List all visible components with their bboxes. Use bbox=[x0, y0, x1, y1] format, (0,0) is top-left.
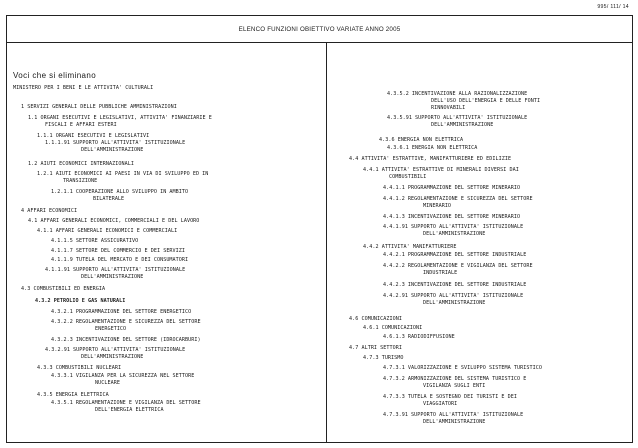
outline-item: VIAGGIATORI bbox=[423, 401, 458, 407]
outline-item: DELL'AMMINISTRAZIONE bbox=[81, 274, 144, 280]
outline-item: INDUSTRIALE bbox=[423, 270, 458, 276]
outline-item: 4.7.3.2 ARMONIZZAZIONE DEL SISTEMA TURISTICO E bbox=[383, 376, 527, 382]
outline-item: 4.3 COMBUSTIBILI ED ENERGIA bbox=[21, 286, 106, 292]
section-heading: Voci che si eliminano bbox=[13, 71, 97, 80]
outline-item: 4.3.3.1 VIGILANZA PER LA SICUREZZA NEL SETTORE bbox=[51, 373, 195, 379]
outline-item: 4.4.2.2 REGOLAMENTAZIONE E VIGILANZA DEL SETTORE bbox=[383, 263, 533, 269]
outline-item: 1.1.1 ORGANI ESECUTIVI E LEGISLATIVI bbox=[37, 133, 150, 139]
outline-item: COMBUSTIBILI bbox=[389, 174, 427, 180]
right-column bbox=[327, 43, 633, 442]
outline-item: DELL'ENERGIA ELETTRICA bbox=[95, 407, 164, 413]
outline-item: 4.7.3.1 VALORIZZAZIONE E SVILUPPO SISTEMA TURISTICO bbox=[383, 365, 542, 371]
outline-item: NUCLEARE bbox=[95, 380, 120, 386]
outline-item: 4.3.5.2 INCENTIVAZIONE ALLA RAZIONALIZZAZIONE bbox=[387, 91, 528, 97]
outline-item: 1.1 ORGANI ESECUTIVI E LEGISLATIVI, ATTIVITA' FINANZIARIE E bbox=[28, 115, 212, 121]
outline-item: RINNOVABILI bbox=[431, 105, 466, 111]
outline-item: 1.1.1.91 SUPPORTO ALL'ATTIVITA' ISTITUZIONALE bbox=[45, 140, 186, 146]
outline-item: 1.2.1 AIUTI ECONOMICI AI PAESI IN VIA DI SVILUPPO ED IN bbox=[37, 171, 209, 177]
outline-item: ENERGETICO bbox=[95, 326, 127, 332]
outline-item: DELL'AMMINISTRAZIONE bbox=[81, 354, 144, 360]
outline-item: BILATERALE bbox=[93, 196, 125, 202]
outline-item: 4.6 COMUNICAZIONI bbox=[349, 316, 402, 322]
outline-item: 4.3.3 COMBUSTIBILI NUCLEARI bbox=[37, 365, 122, 371]
outline-item: 4.6.1.3 RADIODIFFUSIONE bbox=[383, 334, 455, 340]
document-title: ELENCO FUNZIONI OBIETTIVO VARIATE ANNO 2005 bbox=[7, 16, 632, 43]
outline-item: 1.2 AIUTI ECONOMICI INTERNAZIONALI bbox=[28, 161, 134, 167]
outline-item: 4.4.2.91 SUPPORTO ALL'ATTIVITA' ISTITUZIONALE bbox=[383, 293, 524, 299]
outline-item: 4.4.1.1 PROGRAMMAZIONE DEL SETTORE MINERARIO bbox=[383, 185, 521, 191]
outline-item: 4.4.1 ATTIVITA' ESTRATTIVE DI MINERALI DIVERSI DAI bbox=[363, 167, 519, 173]
outline-item: 4.3.5.1 REGOLAMENTAZIONE E VIGILANZA DEL SETTORE bbox=[51, 400, 201, 406]
outline-item: 4.1.1.9 TUTELA DEL MERCATO E DEI CONSUMATORI bbox=[51, 257, 189, 263]
outline-item: 4.3.5 ENERGIA ELETTRICA bbox=[37, 392, 109, 398]
outline-item: 4.7 ALTRI SETTORI bbox=[349, 345, 402, 351]
outline-item: DELL'AMMINISTRAZIONE bbox=[431, 122, 494, 128]
outline-item: 4.3.2.2 REGOLAMENTAZIONE E SICUREZZA DEL SETTORE bbox=[51, 319, 201, 325]
outline-item: 4.1.1.91 SUPPORTO ALL'ATTIVITA' ISTITUZIONALE bbox=[45, 267, 186, 273]
outline-item: DELL'AMMINISTRAZIONE bbox=[423, 419, 486, 425]
outline-item: 4 AFFARI ECONOMICI bbox=[21, 208, 78, 214]
outline-item: 4.4.2.3 INCENTIVAZIONE DEL SETTORE INDUSTRIALE bbox=[383, 282, 527, 288]
outline-item: 4.3.6.1 ENERGIA NON ELETTRICA bbox=[387, 145, 478, 151]
outline-item: TRANSIZIONE bbox=[63, 178, 98, 184]
outline-item: DELL'AMMINISTRAZIONE bbox=[423, 231, 486, 237]
outline-item: DELL'AMMINISTRAZIONE bbox=[81, 147, 144, 153]
document-frame bbox=[6, 15, 633, 443]
outline-item: 4.4.2.1 PROGRAMMAZIONE DEL SETTORE INDUSTRIALE bbox=[383, 252, 527, 258]
left-column bbox=[7, 43, 326, 442]
outline-item: 4.7.3.3 TUTELA E SOSTEGNO DEI TURISTI E DEI bbox=[383, 394, 518, 400]
outline-item: 4.4.1.3 INCENTIVAZIONE DEL SETTORE MINERARIO bbox=[383, 214, 521, 220]
outline-item: 4.4.1.91 SUPPORTO ALL'ATTIVITA' ISTITUZIONALE bbox=[383, 224, 524, 230]
outline-item: 4.3.2 PETROLIO E GAS NATURALI bbox=[35, 298, 126, 304]
outline-item: 1 SERVIZI GENERALI DELLE PUBBLICHE AMMINISTRAZIONI bbox=[21, 104, 177, 110]
outline-item: DELL'USO DELL'ENERGIA E DELLE FONTI bbox=[431, 98, 541, 104]
outline-item: 1.2.1.1 COOPERAZIONE ALLO SVILUPPO IN AMBITO bbox=[51, 189, 189, 195]
outline-item: 4.4.1.2 REGOLAMENTAZIONE E SICUREZZA DEL SETTORE bbox=[383, 196, 533, 202]
outline-item: 4.7.3 TURISMO bbox=[363, 355, 404, 361]
outline-item: 4.1.1.7 SETTORE DEL COMMERCIO E DEI SERVIZI bbox=[51, 248, 186, 254]
outline-item: 4.3.2.3 INCENTIVAZIONE DEL SETTORE (IDROCARBURI) bbox=[51, 337, 201, 343]
outline-item: 4.7.3.91 SUPPORTO ALL'ATTIVITA' ISTITUZIONALE bbox=[383, 412, 524, 418]
outline-item: FISCALI E AFFARI ESTERI bbox=[45, 122, 117, 128]
outline-item: 4.1.1.5 SETTORE ASSICURATIVO bbox=[51, 238, 139, 244]
outline-item: 4.3.6 ENERGIA NON ELETTRICA bbox=[379, 137, 464, 143]
outline-item: 4.4 ATTIVITA' ESTRATTIVE, MANIFATTURIERE ED EDILIZIE bbox=[349, 156, 512, 162]
outline-item: 4.3.2.1 PROGRAMMAZIONE DEL SETTORE ENERGETICO bbox=[51, 309, 192, 315]
page-reference: 995/ 111/ 14 bbox=[597, 4, 629, 10]
outline-item: DELL'AMMINISTRAZIONE bbox=[423, 300, 486, 306]
outline-item: MINERARIO bbox=[423, 203, 452, 209]
outline-item: 4.4.2 ATTIVITA' MANIFATTURIERE bbox=[363, 244, 457, 250]
ministry-line: MINISTERO PER I BENI E LE ATTIVITA' CULTURALI bbox=[13, 85, 154, 91]
outline-item: 4.3.2.91 SUPPORTO ALL'ATTIVITA' ISTITUZIONALE bbox=[45, 347, 186, 353]
outline-item: 4.1 AFFARI GENERALI ECONOMICI, COMMERCIALI E DEL LAVORO bbox=[28, 218, 200, 224]
outline-item: VIGILANZA SUGLI ENTI bbox=[423, 383, 486, 389]
outline-item: 4.6.1 COMUNICAZIONI bbox=[363, 325, 423, 331]
outline-item: 4.1.1 AFFARI GENERALI ECONOMICI E COMMERCIALI bbox=[37, 228, 178, 234]
outline-item: 4.3.5.91 SUPPORTO ALL'ATTIVITA' ISTITUZIONALE bbox=[387, 115, 528, 121]
